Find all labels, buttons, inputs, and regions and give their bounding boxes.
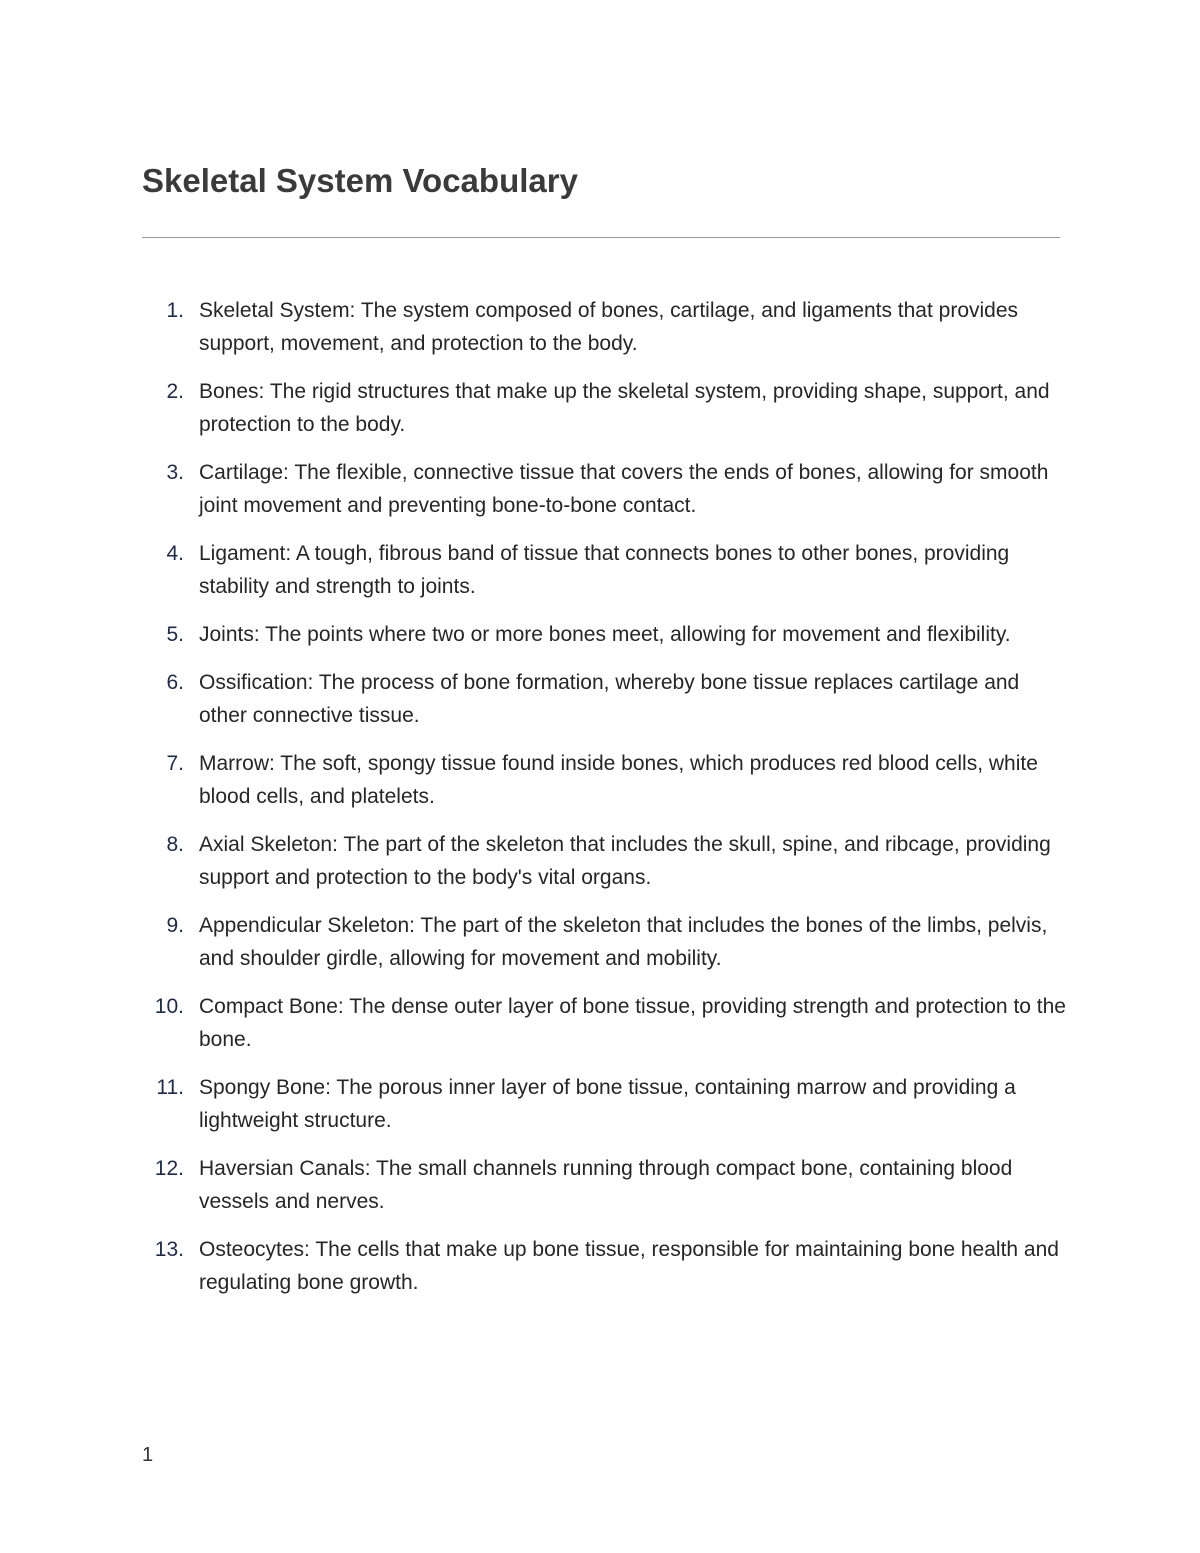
list-item — [142, 375, 1072, 441]
item-number: 5. — [166, 623, 184, 646]
item-text: Spongy Bone: The porous inner layer of bone tissue, containing marrow and providing a lightweight structure. — [199, 1076, 1016, 1132]
item-number: 12. — [154, 1157, 184, 1180]
list-item — [142, 909, 1072, 975]
item-text: Ossification: The process of bone formation, whereby bone tissue replaces cartilage and other connective tissue. — [199, 671, 1020, 727]
list-item — [142, 1071, 1072, 1137]
item-text: Cartilage: The flexible, connective tissue that covers the ends of bones, allowing for smooth joint movement and preventing bone-to-bone contact. — [199, 461, 1049, 517]
list-item — [142, 1233, 1072, 1299]
horizontal-divider — [142, 237, 1060, 238]
list-item — [142, 537, 1072, 603]
item-number: 6. — [166, 671, 184, 694]
list-item — [142, 666, 1072, 732]
item-number: 2. — [166, 380, 184, 403]
list-item — [142, 990, 1072, 1056]
vocabulary-list — [142, 294, 1072, 1314]
item-text: Appendicular Skeleton: The part of the skeleton that includes the bones of the limbs, pelvis, and shoulder girdle, allowing for movement and mobility. — [199, 914, 1048, 970]
list-item — [142, 747, 1072, 813]
item-text: Bones: The rigid structures that make up the skeletal system, providing shape, support, and protection to the body. — [199, 380, 1050, 436]
item-number: 13. — [154, 1238, 184, 1261]
item-number: 11. — [156, 1076, 184, 1099]
item-number: 4. — [166, 542, 184, 565]
item-number: 3. — [166, 461, 184, 484]
page-number: 1 — [142, 1444, 154, 1466]
item-text: Compact Bone: The dense outer layer of bone tissue, providing strength and protection to the bone. — [199, 995, 1066, 1051]
item-number: 8. — [166, 833, 184, 856]
item-text: Ligament: A tough, fibrous band of tissue that connects bones to other bones, providing stability and strength to joints. — [199, 542, 1010, 598]
list-item — [142, 618, 1072, 651]
item-text: Axial Skeleton: The part of the skeleton that includes the skull, spine, and ribcage, providing support and protection to the body's vital organs. — [199, 833, 1051, 889]
item-text: Marrow: The soft, spongy tissue found inside bones, which produces red blood cells, white blood cells, and platelets. — [199, 752, 1038, 808]
item-text: Osteocytes: The cells that make up bone tissue, responsible for maintaining bone health and regulating bone growth. — [199, 1238, 1059, 1294]
page-title: Skeletal System Vocabulary — [142, 162, 578, 199]
list-item — [142, 828, 1072, 894]
list-item — [142, 1152, 1072, 1218]
item-number: 7. — [166, 752, 184, 775]
item-text: Skeletal System: The system composed of bones, cartilage, and ligaments that provides support, movement, and protection to the body. — [199, 299, 1019, 355]
item-text: Joints: The points where two or more bones meet, allowing for movement and flexibility. — [199, 623, 1011, 646]
item-number: 1. — [166, 299, 184, 322]
item-text: Haversian Canals: The small channels running through compact bone, containing blood vessels and nerves. — [199, 1157, 1013, 1213]
item-number: 9. — [166, 914, 184, 937]
list-item — [142, 456, 1072, 522]
item-number: 10. — [154, 995, 184, 1018]
list-item — [142, 294, 1072, 360]
